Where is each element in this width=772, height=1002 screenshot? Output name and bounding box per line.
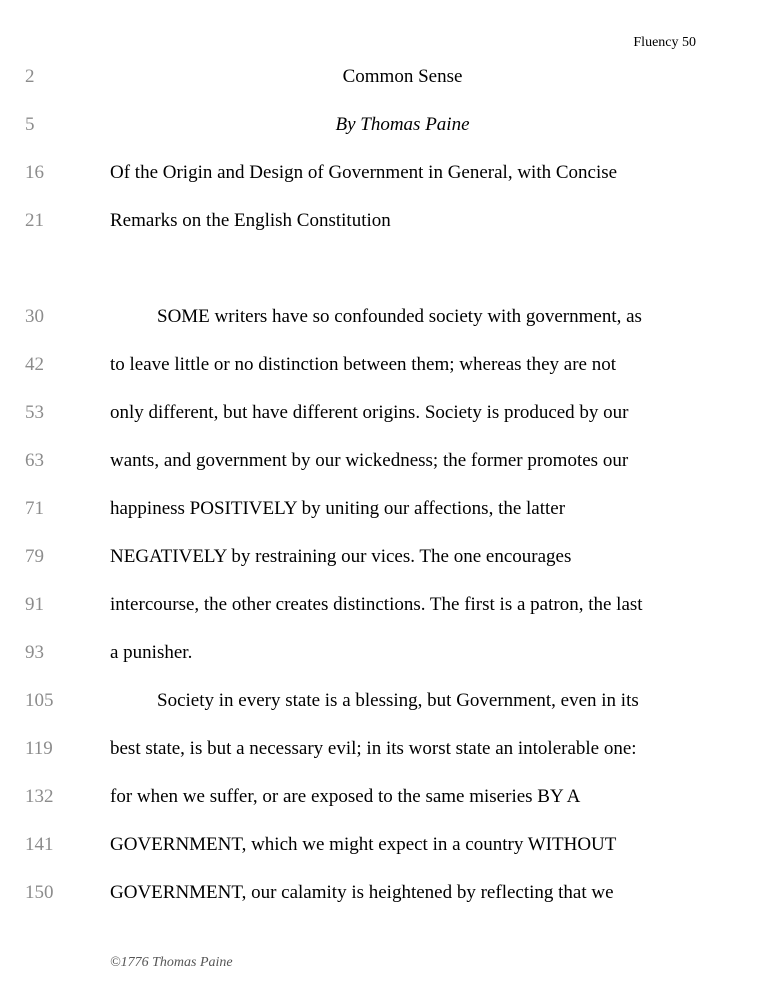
passage-line bbox=[0, 689, 772, 737]
line-text: Society in every state is a blessing, but Government, even in its bbox=[157, 690, 639, 711]
passage-line bbox=[0, 305, 772, 353]
passage-line bbox=[0, 593, 772, 641]
word-count: 71 bbox=[25, 498, 44, 519]
passage-line bbox=[0, 401, 772, 449]
word-count: 119 bbox=[25, 738, 53, 759]
line-text: for when we suffer, or are exposed to the same miseries BY A bbox=[110, 786, 581, 807]
word-count: 21 bbox=[25, 210, 44, 231]
passage-line bbox=[0, 833, 772, 881]
word-count: 16 bbox=[25, 162, 44, 183]
passage-line bbox=[0, 785, 772, 833]
word-count: 5 bbox=[25, 114, 35, 135]
line-text: best state, is but a necessary evil; in its worst state an intolerable one: bbox=[110, 738, 637, 759]
line-text: NEGATIVELY by restraining our vices. The one encourages bbox=[110, 546, 572, 567]
passage-line bbox=[0, 161, 772, 209]
chapter-heading: Remarks on the English Constitution bbox=[110, 210, 391, 231]
line-text: GOVERNMENT, which we might expect in a country WITHOUT bbox=[110, 834, 617, 855]
word-count: 91 bbox=[25, 594, 44, 615]
passage-line bbox=[0, 545, 772, 593]
word-count: 105 bbox=[25, 690, 54, 711]
passage-line bbox=[0, 113, 772, 161]
passage-line bbox=[0, 737, 772, 785]
passage-line bbox=[0, 65, 772, 113]
passage-line bbox=[0, 209, 772, 257]
line-text: happiness POSITIVELY by uniting our affections, the latter bbox=[110, 498, 566, 519]
word-count: 2 bbox=[25, 66, 35, 87]
passage-line bbox=[0, 497, 772, 545]
copyright-footer: ©1776 Thomas Paine bbox=[110, 955, 233, 970]
line-text: SOME writers have so confounded society with government, as bbox=[157, 306, 642, 327]
word-count: 141 bbox=[25, 834, 54, 855]
word-count: 79 bbox=[25, 546, 44, 567]
word-count: 30 bbox=[25, 306, 44, 327]
passage-title: Common Sense bbox=[342, 66, 463, 87]
line-text: wants, and government by our wickedness; the former promotes our bbox=[110, 450, 629, 471]
line-text: GOVERNMENT, our calamity is heightened by reflecting that we bbox=[110, 882, 614, 903]
line-text: a punisher. bbox=[110, 642, 193, 663]
word-count: 42 bbox=[25, 354, 44, 375]
word-count: 63 bbox=[25, 450, 44, 471]
fluency-level-label: Fluency 50 bbox=[633, 35, 696, 50]
word-count: 132 bbox=[25, 786, 54, 807]
passage-author: By Thomas Paine bbox=[335, 114, 470, 135]
passage-line bbox=[0, 641, 772, 689]
word-count: 93 bbox=[25, 642, 44, 663]
passage-line bbox=[0, 881, 772, 929]
line-text: only different, but have different origins. Society is produced by our bbox=[110, 402, 629, 423]
passage-line bbox=[0, 449, 772, 497]
line-text: intercourse, the other creates distinctions. The first is a patron, the last bbox=[110, 594, 643, 615]
word-count: 150 bbox=[25, 882, 54, 903]
chapter-heading: Of the Origin and Design of Government in General, with Concise bbox=[110, 162, 618, 183]
passage-line bbox=[0, 353, 772, 401]
word-count: 53 bbox=[25, 402, 44, 423]
line-text: to leave little or no distinction between them; whereas they are not bbox=[110, 354, 616, 375]
